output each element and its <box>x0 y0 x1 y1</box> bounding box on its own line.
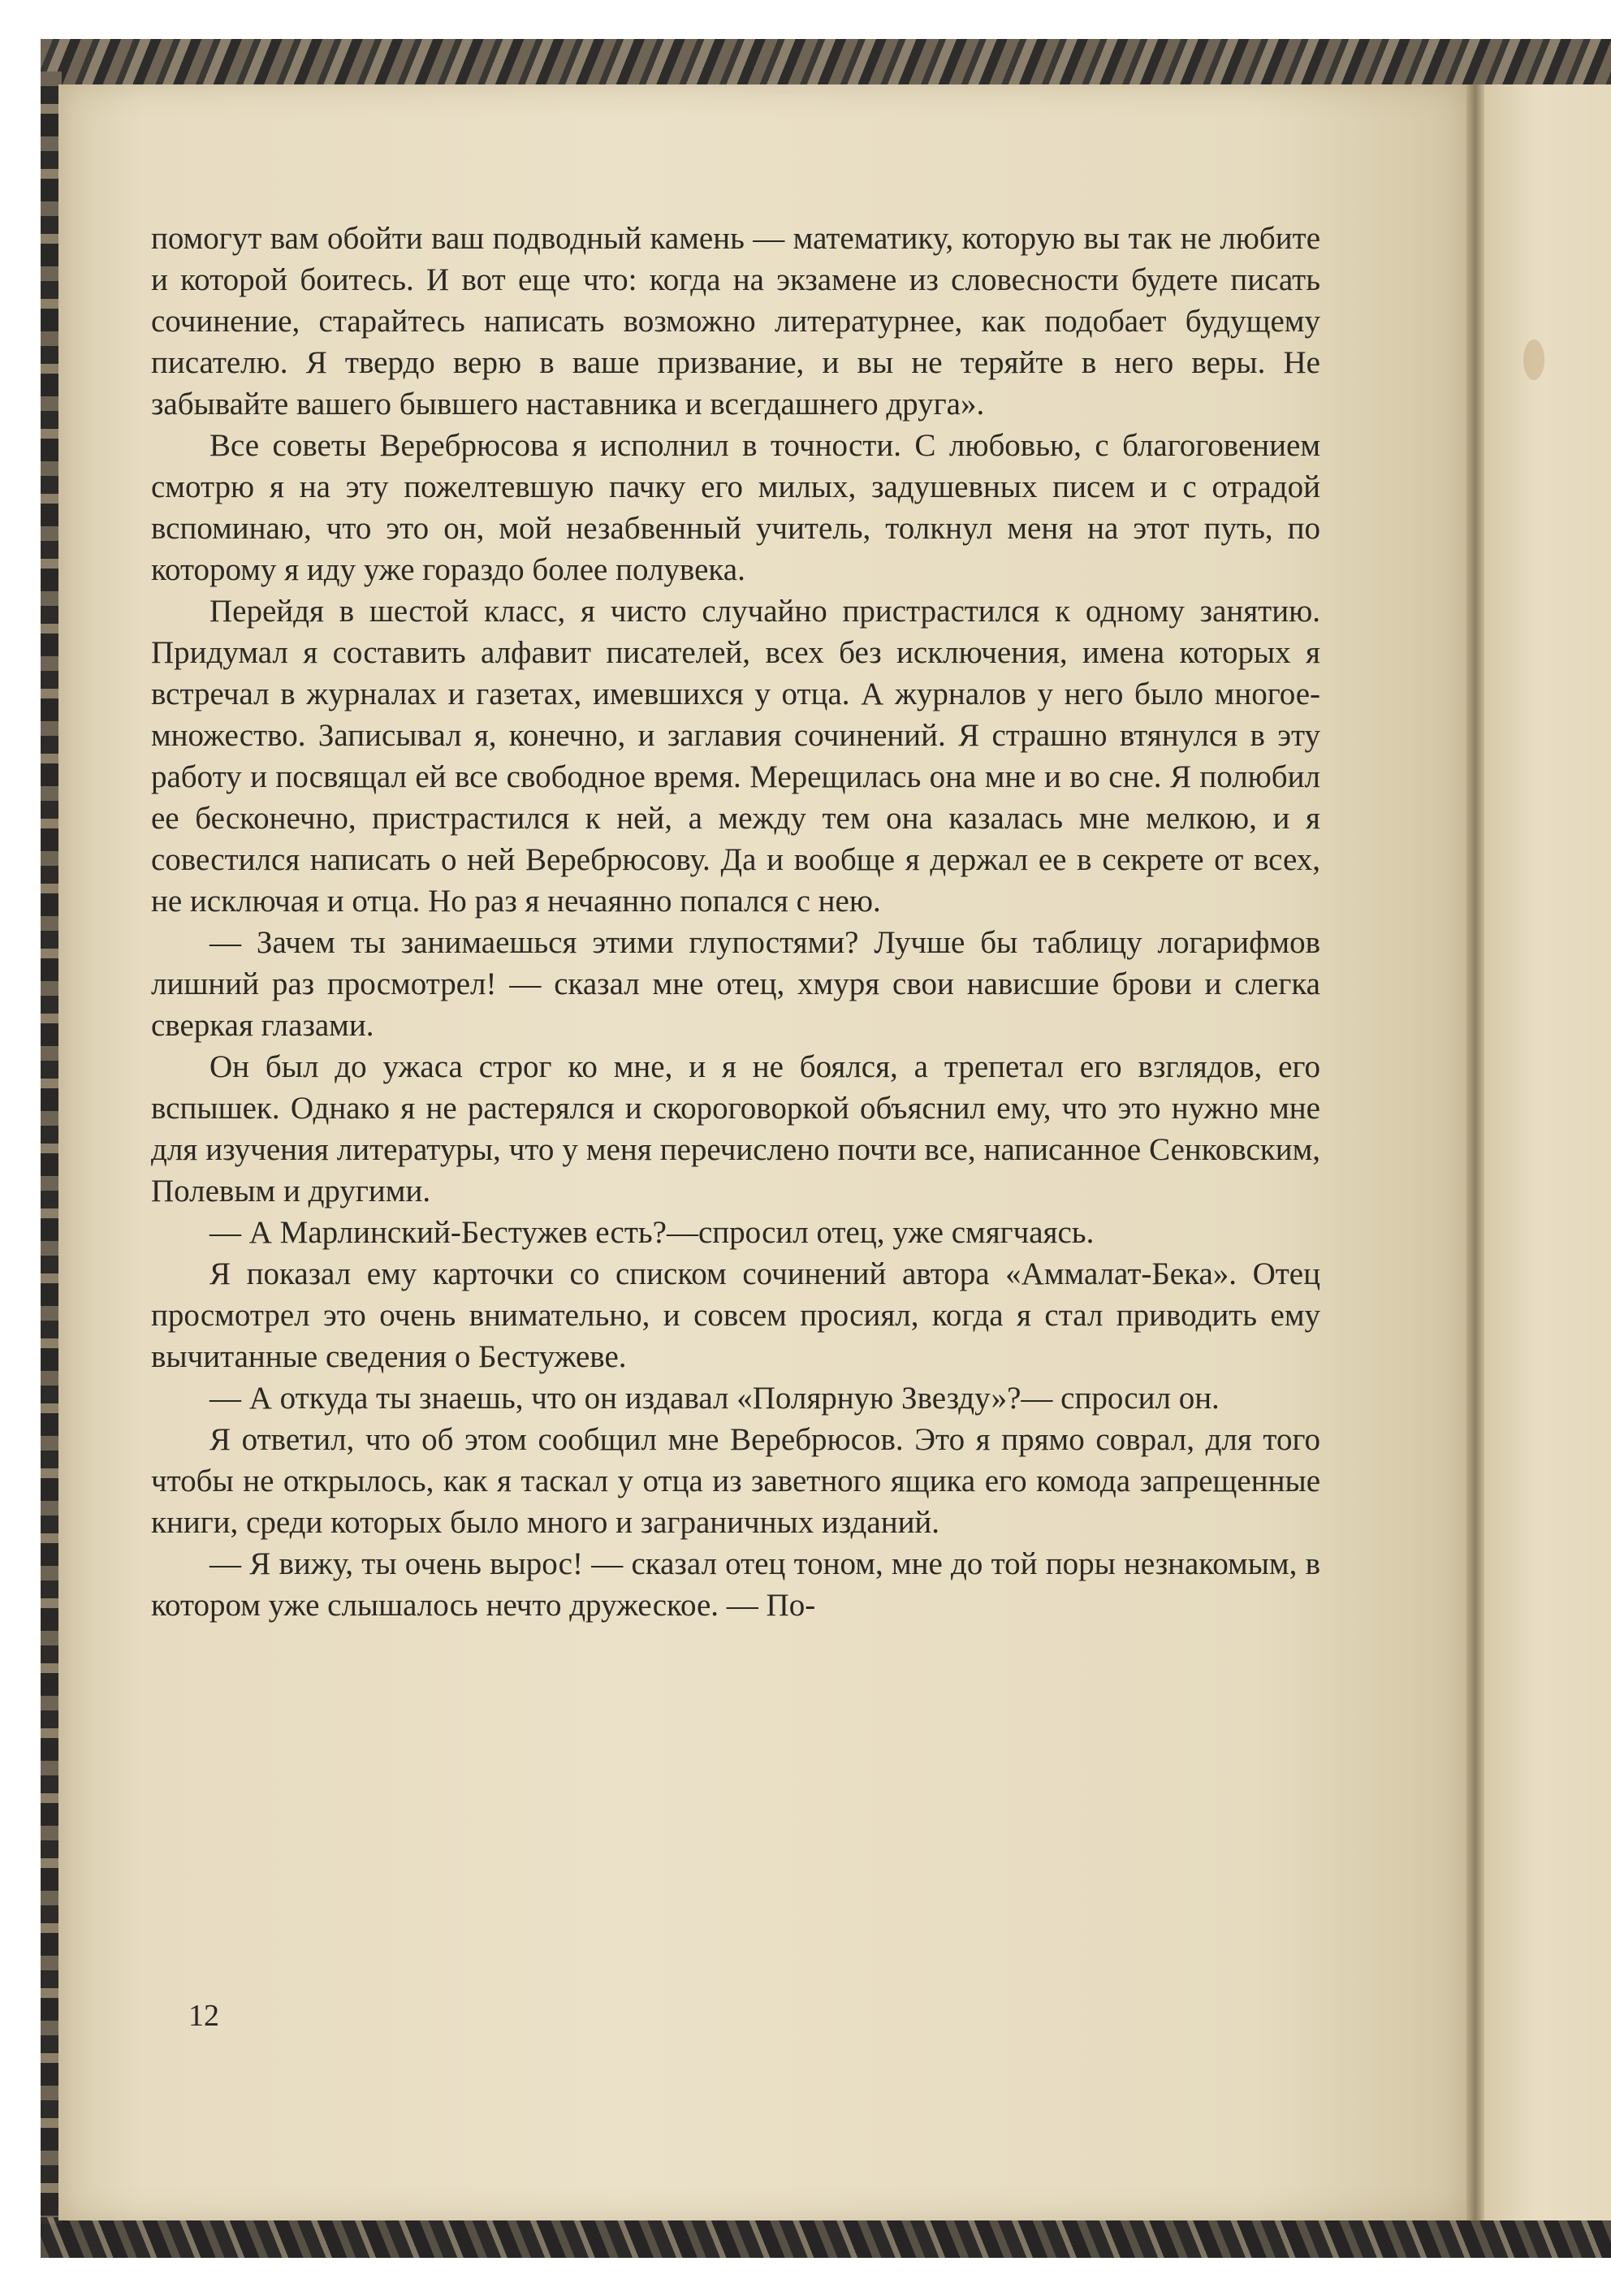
paragraph: — А Марлинский-Бестужев есть?—спросил отец, уже смягчаясь. <box>209 1215 1095 1250</box>
paragraph: Все советы Веребрюсова я исполнил в точности. С любовью, с благоговением смотрю я на эту пожелтевшую пачку его милых, задушевных писем и с отрадой вспоминаю, что это он, мой незабвенный учитель, толкнул меня на этот путь, по которому я иду уже гораздо более полувека. <box>151 428 1320 587</box>
paragraph: Перейдя в шестой класс, я чисто случайно пристрастился к одному занятию. Придумал я составить алфавит писателей, всех без исключения, имена которых я встречал в журналах и газетах, имевшихся у отца. А журналов у него было многое-множество. Записывал я, конечно, и заглавия сочинений. Я страшно втянулся в эту работу и посвящал ей все свободное время. Мерещилась она мне и во сне. Я полюбил ее бесконечно, пристрастился к ней, а между тем она казалась мне мелкою, и я совестился написать о ней Веребрюсову. Да и вообще я держал ее в секрете от всех, не исключая и отца. Но раз я нечаянно попался с нею. <box>151 594 1320 919</box>
paper-stain <box>1523 339 1544 380</box>
page-text <box>151 218 1320 1626</box>
binding-bottom-edge <box>41 2217 1611 2258</box>
page-gutter <box>1466 84 1484 2220</box>
paragraph: Он был до ужаса строг ко мне, и я не боялся, а трепетал его взглядов, его вспышек. Однако я не растерялся и скороговоркой объяснил ему, что это нужно мне для изучения литературы, что у меня перечислено почти все, написанное Сенковским, Полевым и другими. <box>151 1049 1320 1209</box>
paragraph: — Я вижу, ты очень вырос! — сказал отец тоном, мне до той поры незнакомым, в котором уже слышалось нечто дружеское. — По- <box>151 1546 1320 1623</box>
paragraph: Я ответил, что об этом сообщил мне Веребрюсов. Это я прямо соврал, для того чтобы не открылось, как я таскал у отца из заветного ящика его комода запрещенные книги, среди которых было много и заграничных изданий. <box>151 1422 1320 1540</box>
paragraph: Я показал ему карточки со списком сочинений автора «Аммалат-Бека». Отец просмотрел это очень внимательно, и совсем просиял, когда я стал приводить ему вычитанные сведения о Бестужеве. <box>151 1256 1320 1374</box>
paragraph: — Зачем ты занимаешься этими глупостями? Лучше бы таблицу логарифмов лишний раз просмотрел! — сказал мне отец, хмуря свои нависшие брови и слегка сверкая глазами. <box>151 925 1320 1043</box>
facing-page-edge <box>1484 84 1611 2220</box>
page-number: 12 <box>188 1999 219 2033</box>
paragraph: — А откуда ты знаешь, что он издавал «Полярную Звезду»?— спросил он. <box>209 1381 1220 1416</box>
paragraph: помогут вам обойти ваш подводный камень — математику, которую вы так не любите и которой боитесь. И вот еще что: когда на экзамене из словесности будете писать сочинение, старайтесь написать возможно литературнее, как подобает будущему писателю. Я твердо верю в ваше призвание, и вы не теряйте в него веры. Не забывайте вашего бывшего наставника и всегдашнего друга». <box>151 221 1320 422</box>
binding-top-edge <box>41 39 1611 89</box>
